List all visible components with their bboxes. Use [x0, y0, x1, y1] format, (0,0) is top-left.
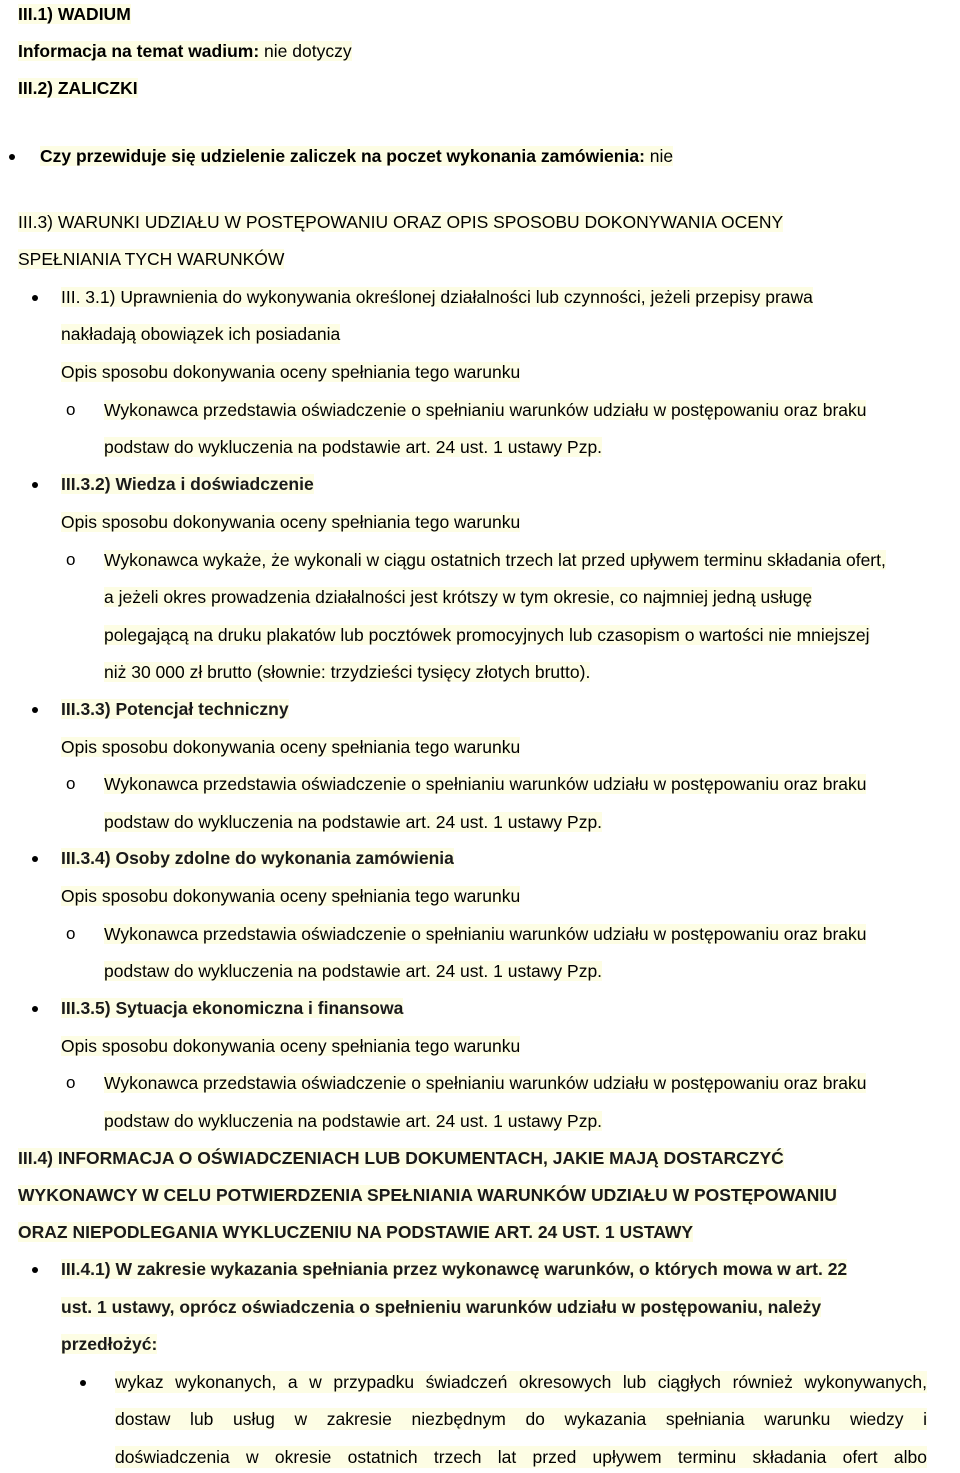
- subsection-4-1-line1: III.4.1) W zakresie wykazania spełniania przez wykonawcę warunków, o których mowa w art. 22: [61, 1259, 848, 1279]
- subsection-3-5: III.3.5) Sytuacja ekonomiczna i finansowa: [61, 998, 404, 1018]
- s32-text-line4: niż 30 000 zł brutto (słownie: trzydzieści tysięcy złotych brutto).: [104, 662, 591, 682]
- condition-text-line2: podstaw do wykluczenia na podstawie art. 24 ust. 1 ustawy Pzp.: [104, 1111, 603, 1131]
- sub-bullet-icon: o: [66, 1073, 76, 1092]
- bullet-icon: [32, 482, 38, 488]
- section-heading-warunki-line2: SPEŁNIANIA TYCH WARUNKÓW: [18, 249, 285, 269]
- zaliczki-question-label: Czy przewiduje się udzielenie zaliczek na poczet wykonania zamówienia:: [40, 146, 645, 166]
- sub-bullet-icon: o: [66, 400, 76, 419]
- bullet-icon: [32, 1267, 38, 1273]
- s32-text-line1: Wykonawca wykaże, że wykonali w ciągu ostatnich trzech lat przed upływem terminu składania ofert,: [104, 550, 886, 570]
- section-heading-oswiadczenia-line2: WYKONAWCY W CELU POTWIERDZENIA SPEŁNIANIA WARUNKÓW UDZIAŁU W POSTĘPOWANIU: [18, 1185, 837, 1205]
- s32-text-line3: polegającą na druku plakatów lub pocztówek promocyjnych lub czasopism o wartości nie mniejszej: [104, 625, 870, 645]
- bullet-icon: [32, 295, 38, 301]
- bullet-icon: [32, 856, 38, 862]
- zaliczki-answer: nie: [644, 146, 674, 166]
- bullet-icon: [32, 1006, 38, 1012]
- condition-text-line2: podstaw do wykluczenia na podstawie art. 24 ust. 1 ustawy Pzp.: [104, 437, 603, 457]
- zaliczki-question: [40, 145, 673, 167]
- condition-text-line2: podstaw do wykluczenia na podstawie art. 24 ust. 1 ustawy Pzp.: [104, 812, 603, 832]
- condition-text-line1: Wykonawca przedstawia oświadczenie o spełnianiu warunków udziału w postępowaniu oraz braku: [104, 924, 867, 944]
- subsection-3-3: III.3.3) Potencjał techniczny: [61, 699, 289, 719]
- section-heading-wadium: III.1) WADIUM: [18, 4, 131, 24]
- subsection-4-1-line3: przedłożyć:: [61, 1334, 158, 1354]
- subsection-3-4: III.3.4) Osoby zdolne do wykonania zamówienia: [61, 848, 454, 868]
- condition-text-line1: Wykonawca przedstawia oświadczenie o spełnianiu warunków udziału w postępowaniu oraz braku: [104, 1073, 867, 1093]
- section-heading-oswiadczenia-line3: ORAZ NIEPODLEGANIA WYKLUCZENIU NA PODSTAWIE ART. 24 UST. 1 USTAWY: [18, 1222, 694, 1242]
- list-item-line2: dostaw lub usług w zakresie niezbędnym do wykazania spełniania warunku wiedzy i: [115, 1409, 927, 1429]
- wadium-info-label: Informacja na temat wadium:: [18, 41, 260, 61]
- subsection-4-1-line2: ust. 1 ustawy, oprócz oświadczenia o spełnieniu warunków udziału w postępowaniu, należy: [61, 1297, 822, 1317]
- subsection-3-2: III.3.2) Wiedza i doświadczenie: [61, 474, 314, 494]
- list-item-line3: doświadczenia w okresie ostatnich trzech lat przed upływem terminu składania ofert albo: [115, 1447, 927, 1467]
- section-heading-zaliczki: III.2) ZALICZKI: [18, 78, 138, 98]
- bullet-icon: [80, 1380, 86, 1386]
- opis-label: Opis sposobu dokonywania oceny spełniania tego warunku: [61, 512, 521, 532]
- opis-label: Opis sposobu dokonywania oceny spełniania tego warunku: [61, 886, 521, 906]
- subsection-3-1-line2: nakładają obowiązek ich posiadania: [61, 324, 341, 344]
- wadium-info-value: nie dotyczy: [259, 41, 352, 61]
- condition-text-line1: Wykonawca przedstawia oświadczenie o spełnianiu warunków udziału w postępowaniu oraz braku: [104, 774, 867, 794]
- s32-text-line2: a jeżeli okres prowadzenia działalności jest krótszy w tym okresie, co najmniej jedną usługę: [104, 587, 813, 607]
- bullet-icon: [32, 707, 38, 713]
- sub-bullet-icon: o: [66, 924, 76, 943]
- list-item-line1: wykaz wykonanych, a w przypadku świadczeń okresowych lub ciągłych również wykonywanych,: [115, 1372, 927, 1392]
- sub-bullet-icon: o: [66, 774, 76, 793]
- condition-text-line1: Wykonawca przedstawia oświadczenie o spełnianiu warunków udziału w postępowaniu oraz braku: [104, 400, 867, 420]
- opis-label: Opis sposobu dokonywania oceny spełniania tego warunku: [61, 1036, 521, 1056]
- condition-text-line2: podstaw do wykluczenia na podstawie art. 24 ust. 1 ustawy Pzp.: [104, 961, 603, 981]
- bullet-icon: [9, 154, 15, 160]
- opis-label: Opis sposobu dokonywania oceny spełniania tego warunku: [61, 737, 521, 757]
- subsection-3-1-line1: III. 3.1) Uprawnienia do wykonywania określonej działalności lub czynności, jeżeli przepisy prawa: [61, 287, 813, 307]
- section-heading-warunki-line1: III.3) WARUNKI UDZIAŁU W POSTĘPOWANIU ORAZ OPIS SPOSOBU DOKONYWANIA OCENY: [18, 212, 784, 232]
- section-heading-oswiadczenia-line1: III.4) INFORMACJA O OŚWIADCZENIACH LUB DOKUMENTACH, JAKIE MAJĄ DOSTARCZYĆ: [18, 1148, 784, 1168]
- opis-label: Opis sposobu dokonywania oceny spełniania tego warunku: [61, 362, 521, 382]
- sub-bullet-icon: o: [66, 550, 76, 569]
- wadium-info: [18, 40, 352, 62]
